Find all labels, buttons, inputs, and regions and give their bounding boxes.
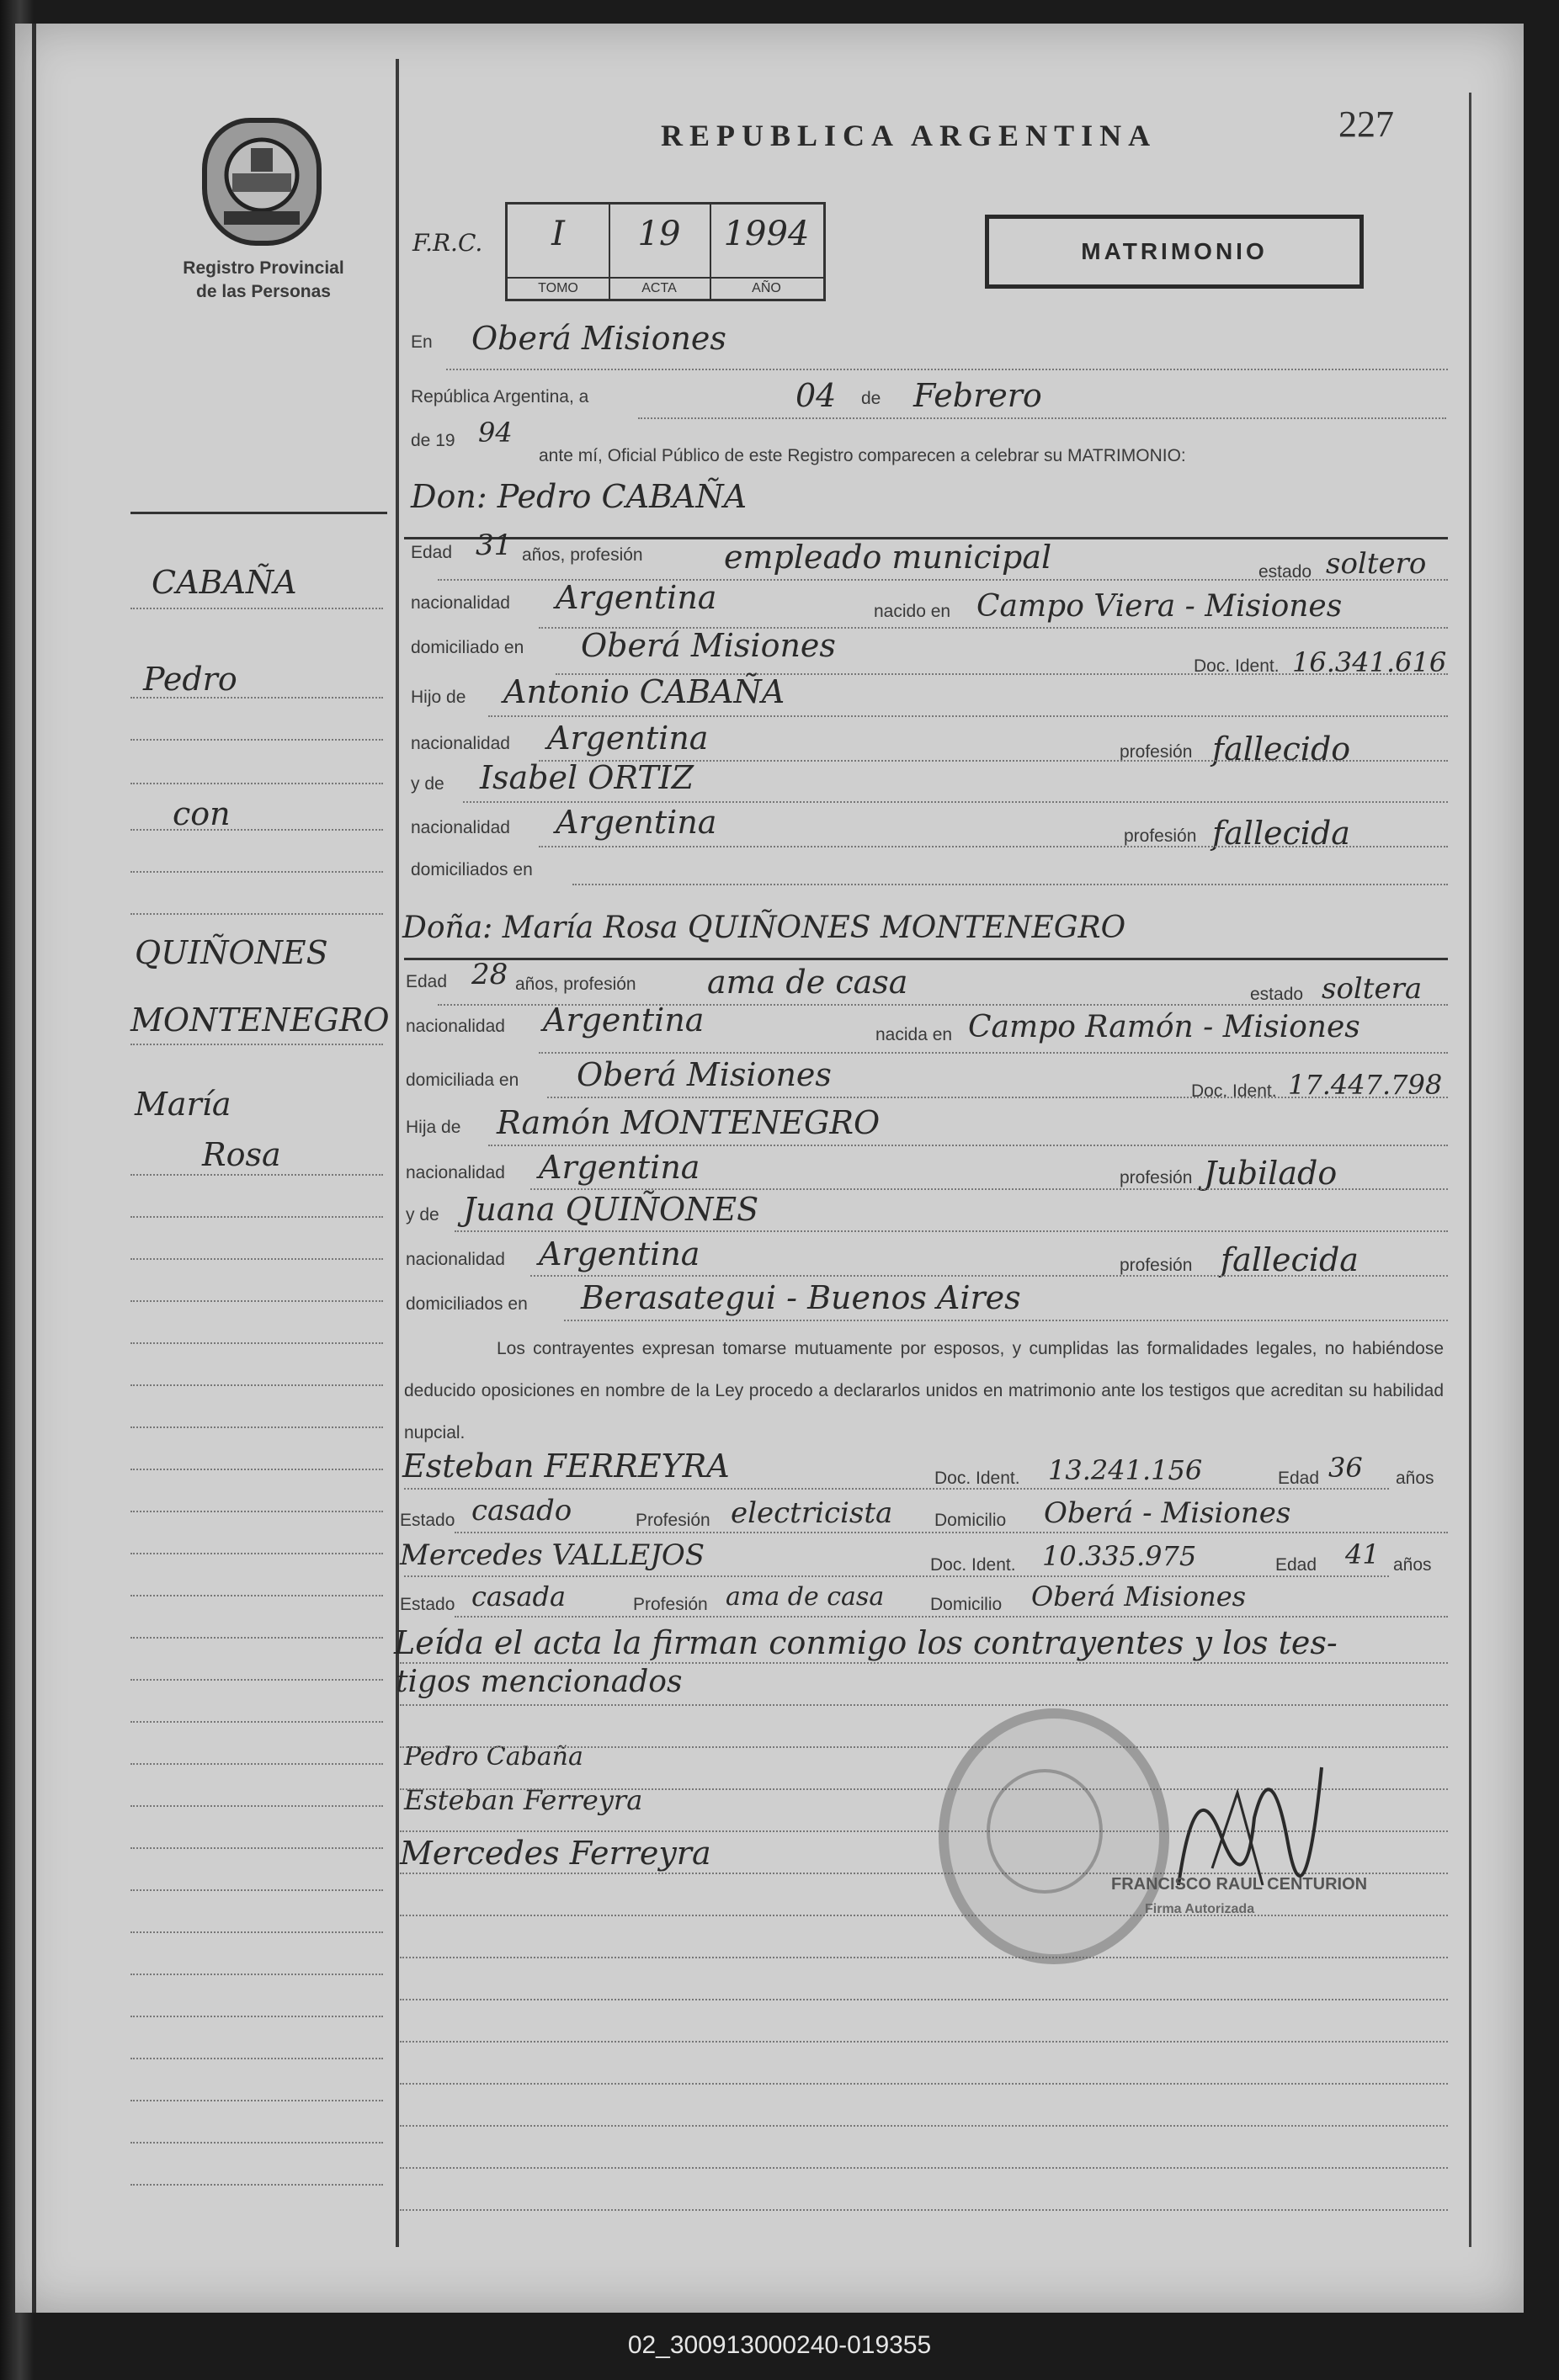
bride-profesion: ama de casa <box>707 964 908 1001</box>
en-label: En <box>411 332 433 352</box>
doc-ident-label: Doc. Ident. <box>1194 656 1280 676</box>
margin-line <box>130 1595 383 1596</box>
registry-label <box>167 257 360 304</box>
domiciliados-label: domiciliados en <box>406 1294 528 1314</box>
witness1-domicilio: Oberá - Misiones <box>1044 1496 1291 1530</box>
form-line <box>400 2083 1448 2085</box>
anos-profesion-label: años, profesión <box>522 545 643 565</box>
margin-line <box>130 1763 383 1765</box>
doc-ident-label: Doc. Ident. <box>934 1469 1020 1488</box>
witness2-estado: casada <box>471 1580 567 1612</box>
margin-line <box>130 697 383 699</box>
margin-line <box>130 1553 383 1554</box>
form-line <box>404 1488 1389 1490</box>
nacionalidad-label: nacionalidad <box>411 818 510 837</box>
bride-mother-nacionalidad: Argentina <box>539 1235 700 1272</box>
form-line <box>400 2125 1448 2127</box>
ano-value: 1994 <box>723 215 810 253</box>
form-line <box>530 1275 1448 1277</box>
margin-line <box>130 739 383 741</box>
official-stamp-icon <box>939 1708 1169 1964</box>
witness1-estado: casado <box>471 1494 572 1527</box>
year-prefix: de 19 <box>411 431 455 450</box>
coat-of-arms-emblem-icon <box>202 118 322 246</box>
hijo-de-label: Hijo de <box>411 688 466 707</box>
margin-line <box>130 1044 383 1045</box>
form-line <box>455 1230 1448 1232</box>
bride-mother: Juana QUIÑONES <box>463 1191 759 1228</box>
day-value: 04 <box>795 377 837 414</box>
margin-bride-surname-1: QUIÑONES <box>135 934 328 971</box>
witness2-doc: 10.335.975 <box>1042 1540 1197 1572</box>
form-line <box>400 2209 1448 2211</box>
margin-line <box>130 608 383 609</box>
witness2-name: Mercedes VALLEJOS <box>400 1538 705 1572</box>
signature-groom: Pedro Cabaña <box>404 1742 583 1772</box>
form-line <box>400 2167 1448 2169</box>
acta-cell <box>609 205 711 299</box>
right-rule <box>1469 93 1471 2247</box>
profesion-label: Profesión <box>636 1511 710 1530</box>
groom-father: Antonio CABAÑA <box>503 673 785 710</box>
record-reference-box <box>505 202 826 301</box>
margin-line <box>130 1847 383 1849</box>
witness1-doc: 13.241.156 <box>1048 1454 1203 1486</box>
edad-label: Edad <box>406 972 448 991</box>
nacido-label: nacido en <box>874 602 951 621</box>
margin-line <box>130 871 383 873</box>
margin-line <box>130 1174 383 1176</box>
margin-bride-given-2: Rosa <box>202 1136 281 1173</box>
margin-line <box>130 1342 383 1344</box>
signature-witness1: Esteban Ferreyra <box>404 1784 643 1816</box>
groom-edad: 31 <box>476 529 513 562</box>
margin-groom-surname: CABAÑA <box>152 564 297 601</box>
form-line <box>488 1145 1448 1146</box>
margin-separator <box>130 512 387 514</box>
anos-label: años <box>1393 1555 1432 1575</box>
form-line <box>446 369 1448 370</box>
margin-line <box>130 1469 383 1470</box>
groom-mother-nacionalidad: Argentina <box>556 804 717 841</box>
section-separator <box>404 958 1448 960</box>
nacionalidad-label: nacionalidad <box>411 593 510 613</box>
domicilio-label: Domicilio <box>934 1511 1007 1530</box>
margin-line <box>130 2016 383 2017</box>
bride-edad: 28 <box>471 958 508 991</box>
bride-nacida-en: Campo Ramón - Misiones <box>968 1010 1360 1044</box>
hija-de-label: Hija de <box>406 1118 461 1137</box>
margin-bride-surname-2: MONTENEGRO <box>130 1001 390 1039</box>
image-code-caption: 02_300913000240-019355 <box>627 2331 932 2359</box>
groom-doc: 16.341.616 <box>1292 646 1447 678</box>
registry-label-line1: Registro Provincial <box>183 258 344 278</box>
margin-line <box>130 1721 383 1723</box>
binding-edge <box>32 24 36 2313</box>
form-line <box>400 1999 1448 2000</box>
domiciliados-label: domiciliados en <box>411 860 533 879</box>
margin-line <box>130 2184 383 2186</box>
republica-label: República Argentina, a <box>411 387 589 406</box>
month-value: Febrero <box>913 377 1042 414</box>
margin-line <box>130 1637 383 1639</box>
bride-name: Doña: María Rosa QUIÑONES MONTENEGRO <box>402 911 1126 945</box>
declaration-text: Los contrayentes expresan tomarse mutuamente por esposos, y cumplidas las formalidades legales, no habiéndose deducido oposiciones en nombre de la Ley procedo a declararlos unidos en matrimonio ante los testigos que acreditan su habilidad nupcial. <box>404 1339 1444 1442</box>
form-line <box>400 2041 1448 2043</box>
stamp-center <box>987 1769 1103 1894</box>
margin-line <box>130 1974 383 1975</box>
tomo-caption: TOMO <box>508 277 609 299</box>
witness2-domicilio: Oberá Misiones <box>1031 1580 1247 1612</box>
form-line <box>455 1616 1448 1618</box>
estado-label: estado <box>1258 562 1312 582</box>
domicilio-label: Domicilio <box>930 1595 1003 1614</box>
profesion-label: profesión <box>1120 1168 1193 1187</box>
domiciliada-label: domiciliada en <box>406 1070 519 1090</box>
anos-profesion-label: años, profesión <box>515 975 636 994</box>
witness1-edad: 36 <box>1328 1452 1363 1484</box>
registry-label-line2: de las Personas <box>196 282 331 301</box>
form-line <box>404 1575 1389 1577</box>
edad-label: Edad <box>411 543 453 562</box>
estado-label: Estado <box>400 1511 455 1530</box>
margin-line <box>130 2100 383 2101</box>
officer-title: Firma Autorizada <box>1145 1902 1255 1916</box>
bride-father: Ramón MONTENEGRO <box>497 1104 881 1141</box>
year-value: 94 <box>478 417 513 449</box>
groom-father-nacionalidad: Argentina <box>547 720 709 757</box>
witness1-name: Esteban FERREYRA <box>402 1448 730 1485</box>
margin-line <box>130 1805 383 1807</box>
profesion-label: profesión <box>1124 826 1197 846</box>
margin-line <box>130 2058 383 2059</box>
closing-line-2: tigos mencionados <box>396 1665 683 1699</box>
acta-value: 19 <box>637 215 681 253</box>
margin-line <box>130 783 383 784</box>
bride-estado: soltera <box>1322 972 1423 1006</box>
y-de-label: y de <box>411 774 444 794</box>
country-header: REPUBLICA ARGENTINA <box>661 119 1157 152</box>
margin-rule <box>396 59 399 2247</box>
form-line <box>488 715 1448 717</box>
margin-con: con <box>173 795 231 832</box>
en-value: Oberá Misiones <box>471 320 726 357</box>
margin-line <box>130 1258 383 1260</box>
ano-cell <box>710 205 823 299</box>
witness2-edad: 41 <box>1345 1538 1380 1570</box>
tomo-cell <box>508 205 610 299</box>
anos-label: años <box>1396 1469 1434 1488</box>
margin-line <box>130 2142 383 2144</box>
de-label: de <box>861 389 881 408</box>
estado-label: Estado <box>400 1595 455 1614</box>
form-line <box>400 1662 1448 1664</box>
form-line <box>400 1704 1448 1706</box>
margin-line <box>130 1679 383 1681</box>
groom-name: Don: Pedro CABAÑA <box>411 478 748 515</box>
edad-label: Edad <box>1275 1555 1317 1575</box>
bride-father-profesion: Jubilado <box>1204 1155 1338 1192</box>
bride-domicilio: Oberá Misiones <box>577 1056 832 1093</box>
witness1-profesion: electricista <box>731 1496 893 1530</box>
margin-groom-given: Pedro <box>143 661 237 698</box>
margin-line <box>130 1300 383 1302</box>
nacionalidad-label: nacionalidad <box>406 1163 505 1182</box>
profesion-label: profesión <box>1120 742 1193 762</box>
nacionalidad-label: nacionalidad <box>406 1250 505 1269</box>
margin-line <box>130 1426 383 1428</box>
margin-line <box>130 1931 383 1933</box>
y-de-label: y de <box>406 1205 439 1225</box>
officer-name: FRANCISCO RAUL CENTURION <box>1111 1875 1368 1894</box>
form-line <box>539 1052 1448 1054</box>
form-line <box>638 417 1446 419</box>
groom-mother-profesion: fallecida <box>1212 815 1350 852</box>
estado-label: estado <box>1250 985 1304 1004</box>
intro-text: ante mí, Oficial Público de este Registro comparecen a celebrar su MATRIMONIO: <box>539 446 1186 465</box>
domiciliado-label: domiciliado en <box>411 638 524 657</box>
form-line <box>463 801 1448 803</box>
form-line <box>400 1957 1448 1958</box>
form-line <box>539 846 1448 847</box>
page-number: 227 <box>1338 104 1394 145</box>
margin-line <box>130 1889 383 1891</box>
doc-ident-label: Doc. Ident. <box>930 1555 1016 1575</box>
bride-nacionalidad: Argentina <box>543 1001 705 1039</box>
groom-nacionalidad: Argentina <box>556 579 717 616</box>
record-type-box: MATRIMONIO <box>985 215 1364 289</box>
margin-bride-given-1: María <box>135 1086 231 1123</box>
margin-line <box>130 1384 383 1386</box>
bride-doc: 17.447.798 <box>1288 1069 1443 1101</box>
bride-mother-profesion: fallecida <box>1221 1241 1359 1278</box>
nacionalidad-label: nacionalidad <box>406 1017 505 1036</box>
groom-father-profesion: fallecido <box>1212 730 1351 768</box>
margin-line <box>130 1511 383 1512</box>
bride-father-nacionalidad: Argentina <box>539 1149 700 1186</box>
frc-label: F.R.C. <box>412 229 483 257</box>
form-line <box>547 1097 1448 1098</box>
closing-line-1: Leída el acta la firman conmigo los contrayentes y los tes- <box>394 1624 1338 1661</box>
witness2-profesion: ama de casa <box>726 1582 885 1612</box>
signature-witness2: Mercedes Ferreyra <box>400 1835 711 1872</box>
tomo-value: I <box>551 215 565 253</box>
groom-nacido-en: Campo Viera - Misiones <box>976 589 1343 624</box>
form-line <box>572 884 1448 885</box>
groom-domicilio: Oberá Misiones <box>581 627 836 664</box>
groom-mother: Isabel ORTIZ <box>480 759 694 796</box>
doc-ident-label: Doc. Ident. <box>1191 1081 1277 1101</box>
margin-line <box>130 829 383 831</box>
form-line <box>564 1320 1448 1321</box>
groom-profesion: empleado municipal <box>724 539 1052 576</box>
groom-estado: soltero <box>1326 547 1427 581</box>
nacionalidad-label: nacionalidad <box>411 734 510 753</box>
acta-caption: ACTA <box>609 277 710 299</box>
profesion-label: Profesión <box>633 1595 708 1614</box>
ano-caption: AÑO <box>710 277 823 299</box>
profesion-label: profesión <box>1120 1256 1193 1275</box>
margin-line <box>130 1216 383 1218</box>
form-line <box>455 1532 1448 1533</box>
bride-domiciliados: Berasategui - Buenos Aires <box>581 1279 1021 1316</box>
nacida-label: nacida en <box>875 1025 953 1044</box>
margin-line <box>130 913 383 915</box>
edad-label: Edad <box>1278 1469 1320 1488</box>
form-line <box>530 1188 1448 1190</box>
